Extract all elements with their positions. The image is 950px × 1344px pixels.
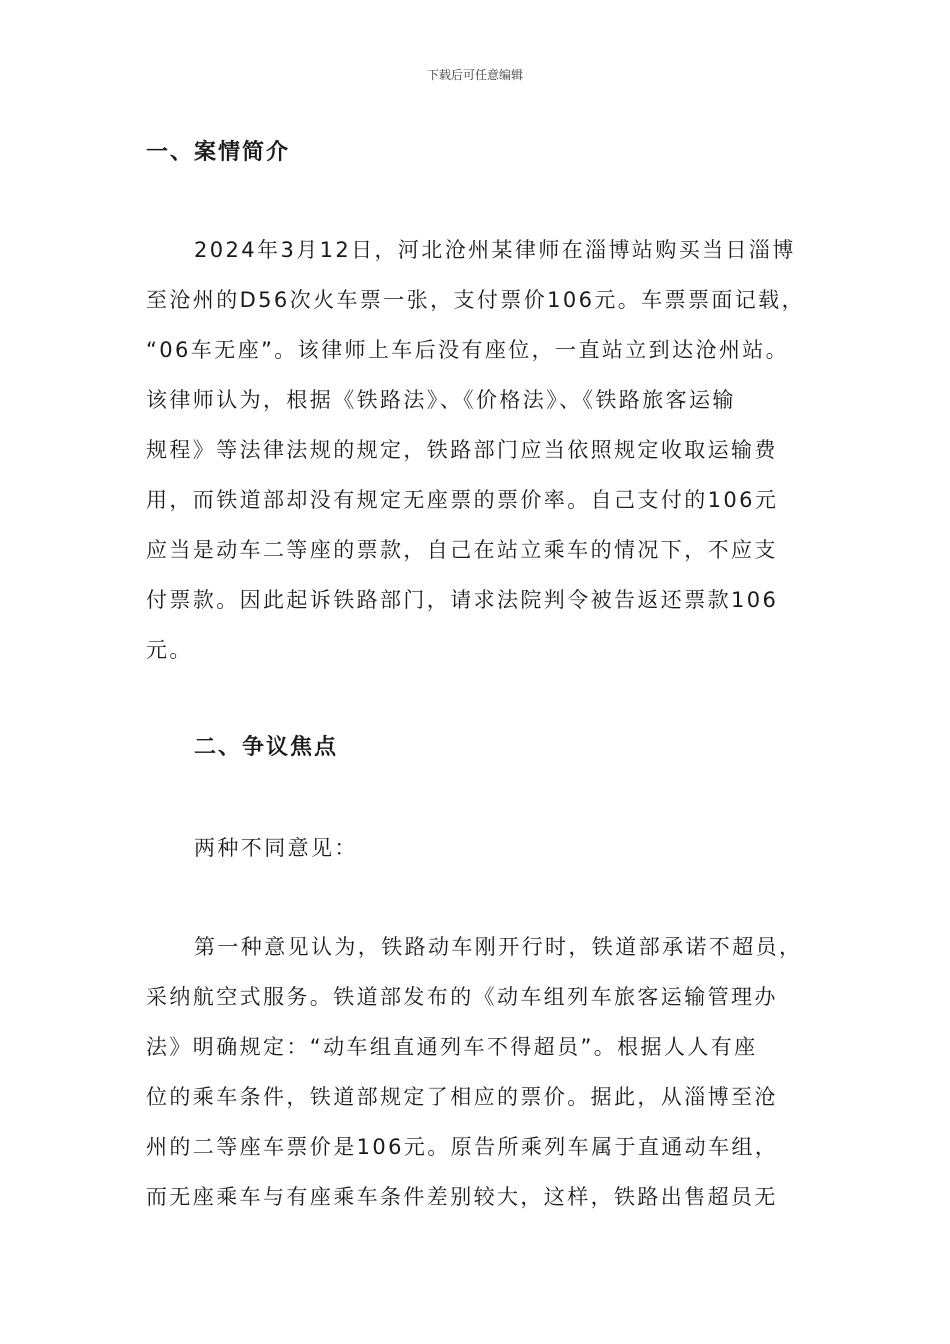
text-line: 位的乘车条件，铁道部规定了相应的票价。据此，从淄博至沧 xyxy=(146,1085,778,1109)
text-line: 至沧州的D56次火车票一张，支付票价106元。车票票面记载， xyxy=(146,288,805,312)
section-heading-case-summary: 一、案情简介 xyxy=(146,140,291,165)
text-line: 2024年3月12日，河北沧州某律师在淄博站购买当日淄博 xyxy=(194,238,796,262)
text-line: 元。 xyxy=(146,638,193,662)
text-line: “06车无座”。该律师上车后没有座位，一直站立到达沧州站。 xyxy=(146,338,790,362)
paragraph-case-summary xyxy=(146,225,836,675)
text-line: 应当是动车二等座的票款，自己在站立乘车的情况下，不应支 xyxy=(146,538,778,562)
text-line: 规程》等法律法规的规定，铁路部门应当依照规定收取运输费 xyxy=(146,438,778,462)
text-line: 该律师认为，根据《铁路法》、《价格法》、《铁路旅客运输 xyxy=(146,388,736,412)
text-line: 州的二等座车票价是106元。原告所乘列车属于直通动车组， xyxy=(146,1135,779,1159)
paragraph-two-opinions xyxy=(146,823,836,873)
text-line: 法》明确规定：“动车组直通列车不得超员”。根据人人有座 xyxy=(146,1035,758,1059)
text-line: 用，而铁道部却没有规定无座票的票价率。自己支付的106元 xyxy=(146,488,779,512)
text-line: 第一种意见认为，铁路动车刚开行时，铁道部承诺不超员， xyxy=(194,935,803,959)
text-line: 两种不同意见： xyxy=(194,836,358,860)
page-header: 下载后可任意编辑 xyxy=(426,68,523,82)
text-line: 而无座乘车与有座乘车条件差别较大，这样，铁路出售超员无 xyxy=(146,1185,778,1209)
text-line: 采纳航空式服务。铁道部发布的《动车组列车旅客运输管理办 xyxy=(146,985,778,1009)
paragraph-first-opinion xyxy=(146,922,836,1222)
section-heading-dispute-focus: 二、争议焦点 xyxy=(194,735,339,760)
text-line: 付票款。因此起诉铁路部门，请求法院判令被告返还票款106 xyxy=(146,588,779,612)
